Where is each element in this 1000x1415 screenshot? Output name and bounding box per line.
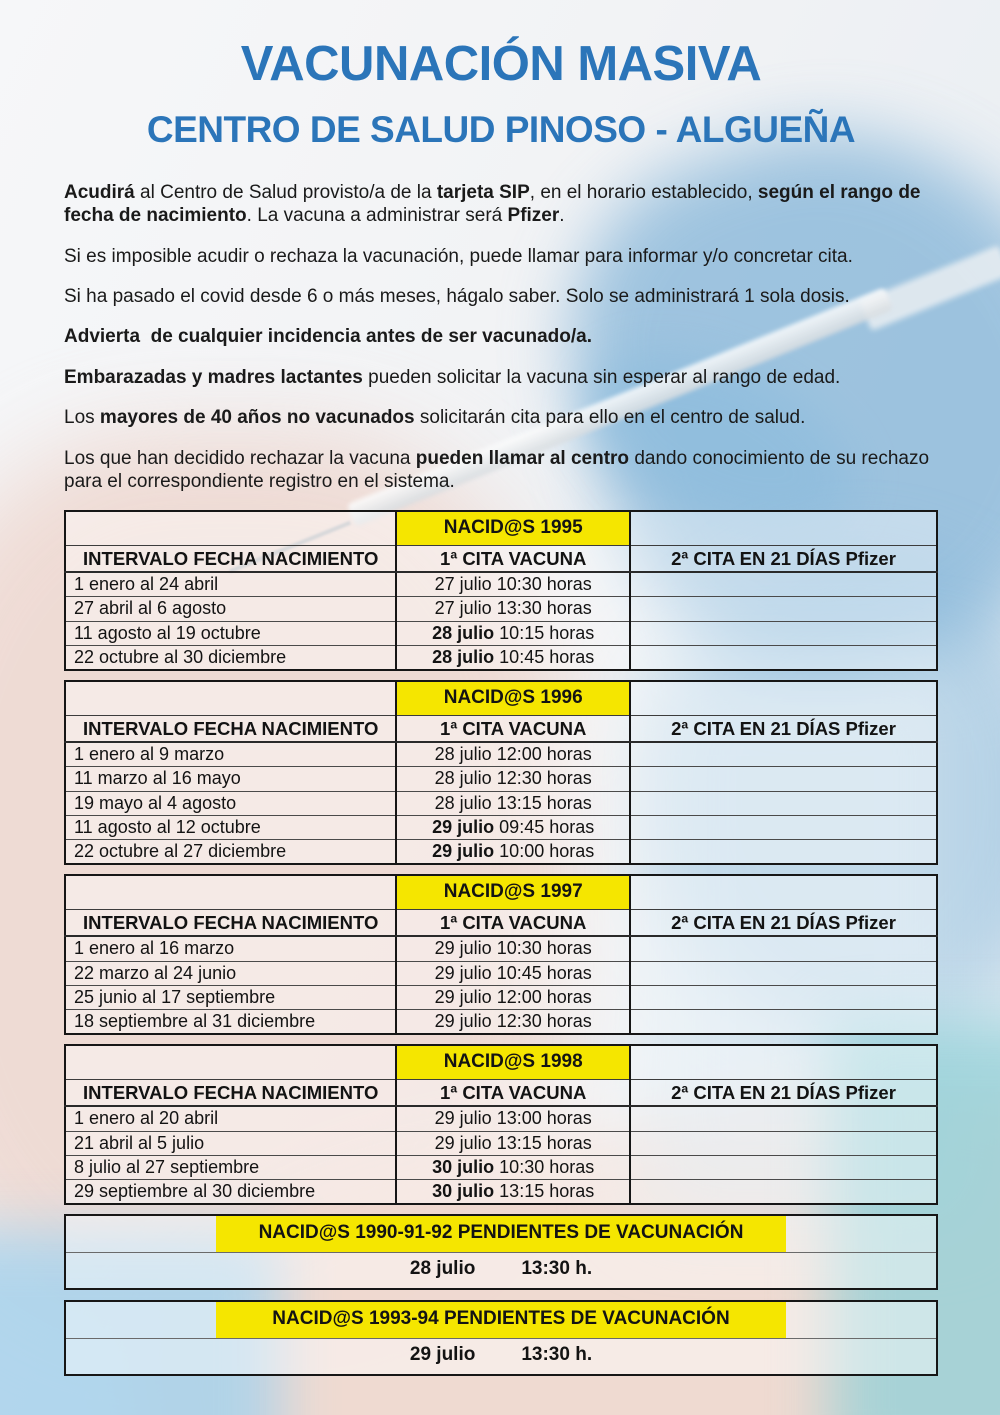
column-header: INTERVALO FECHA NACIMIENTO xyxy=(65,715,396,742)
cita-fecha: 29 julio xyxy=(434,986,492,1007)
cita-fecha: 27 julio xyxy=(434,574,492,595)
pending-box-title: NACID@S 1990-91-92 PENDIENTES DE VACUNACIÓN xyxy=(216,1216,786,1252)
pending-box xyxy=(64,1300,938,1376)
table-row xyxy=(65,1106,937,1131)
pending-fecha: 29 julio xyxy=(409,1343,476,1365)
paragraph-bold-text: mayores de 40 años no vacunados xyxy=(99,407,415,429)
cita-fecha: 28 julio xyxy=(432,646,495,667)
interval-cell: 21 abril al 5 julio xyxy=(65,1131,396,1155)
table-row xyxy=(65,985,937,1009)
cita-cell: 28 julio 12:00 horas xyxy=(396,742,630,767)
intro-paragraph xyxy=(64,245,938,268)
paragraph-bold-text: Acudirá xyxy=(64,182,135,203)
interval-cell: 8 julio al 27 septiembre xyxy=(65,1155,396,1179)
paragraph-bold-text: Advierta de cualquier incidencia antes de ser vacunado/a. xyxy=(64,326,592,348)
segunda-cita-cell xyxy=(630,645,937,670)
table-header-row xyxy=(65,715,937,742)
paragraph-text: solicitarán cita para ello en el centro de salud. xyxy=(414,407,806,429)
pending-box-schedule xyxy=(66,1339,936,1374)
band-spacer-cell xyxy=(630,681,937,715)
cita-fecha: 28 julio xyxy=(434,768,492,789)
page-subtitle: CENTRO DE SALUD PINOSO - ALGUEÑA xyxy=(146,109,856,150)
cita-cell: 28 julio 10:45 horas xyxy=(396,645,630,670)
pending-fecha: 28 julio xyxy=(409,1258,476,1280)
segunda-cita-cell xyxy=(630,1010,937,1035)
pending-box xyxy=(64,1214,938,1290)
cita-cell: 29 julio 09:45 horas xyxy=(396,815,630,839)
interval-cell: 27 abril al 6 agosto xyxy=(65,597,396,621)
table-band-row xyxy=(65,681,937,715)
column-header: INTERVALO FECHA NACIMIENTO xyxy=(65,1079,396,1106)
table-row xyxy=(65,1131,937,1155)
segunda-cita-cell xyxy=(630,767,937,791)
intro-paragraphs xyxy=(64,181,938,493)
paragraph-text: dando conocimiento de su rechazo para el correspondiente registro en el sistema. xyxy=(64,447,935,492)
paragraph-bold-text: tarjeta SIP xyxy=(436,182,530,203)
cita-cell: 29 julio 12:30 horas xyxy=(396,1010,630,1035)
interval-cell: 1 enero al 20 abril xyxy=(65,1106,396,1131)
column-header: 1ª CITA VACUNA xyxy=(396,545,630,572)
intro-paragraph xyxy=(64,406,938,429)
cita-cell: 29 julio 10:30 horas xyxy=(396,936,630,961)
interval-cell: 11 agosto al 12 octubre xyxy=(65,815,396,839)
interval-cell: 22 marzo al 24 junio xyxy=(65,961,396,985)
segunda-cita-cell xyxy=(630,572,937,597)
cita-cell: 29 julio 13:15 horas xyxy=(396,1131,630,1155)
vaccination-table xyxy=(64,510,938,671)
pending-box-band xyxy=(66,1302,936,1339)
column-header: 1ª CITA VACUNA xyxy=(396,715,630,742)
intro-paragraph xyxy=(64,285,938,308)
vaccination-tables xyxy=(64,510,938,1205)
cita-fecha: 28 julio xyxy=(434,744,492,765)
paragraph-text: . La vacuna a administrar será xyxy=(246,205,508,227)
table-band-label: NACID@S 1997 xyxy=(396,875,630,909)
band-spacer-cell xyxy=(65,681,396,715)
cita-cell: 30 julio 10:30 horas xyxy=(396,1155,630,1179)
segunda-cita-cell xyxy=(630,985,937,1009)
segunda-cita-cell xyxy=(630,815,937,839)
segunda-cita-cell xyxy=(630,1106,937,1131)
column-header: INTERVALO FECHA NACIMIENTO xyxy=(65,545,396,572)
interval-cell: 11 marzo al 16 mayo xyxy=(65,767,396,791)
table-band-label: NACID@S 1998 xyxy=(396,1045,630,1079)
intro-paragraph xyxy=(64,447,938,494)
table-band-label: NACID@S 1996 xyxy=(396,681,630,715)
cita-cell: 27 julio 10:30 horas xyxy=(396,572,630,597)
table-row xyxy=(65,1010,937,1035)
segunda-cita-cell xyxy=(630,791,937,815)
intro-paragraph xyxy=(64,325,938,348)
paragraph-bold-text: Embarazadas y madres lactantes xyxy=(64,366,363,388)
cita-cell: 30 julio 13:15 horas xyxy=(396,1179,630,1204)
cita-fecha: 28 julio xyxy=(432,622,495,643)
interval-cell: 1 enero al 16 marzo xyxy=(65,936,396,961)
table-row xyxy=(65,767,937,791)
table-row xyxy=(65,840,937,865)
pending-box-schedule xyxy=(66,1253,936,1288)
column-header: 2ª CITA EN 21 DÍAS Pfizer xyxy=(630,1079,937,1106)
column-header: 2ª CITA EN 21 DÍAS Pfizer xyxy=(630,715,937,742)
cita-cell: 29 julio 12:00 horas xyxy=(396,985,630,1009)
cita-fecha: 28 julio xyxy=(434,792,492,813)
band-spacer-cell xyxy=(65,1045,396,1079)
column-header: INTERVALO FECHA NACIMIENTO xyxy=(65,909,396,936)
interval-cell: 29 septiembre al 30 diciembre xyxy=(74,1180,316,1201)
cita-fecha: 29 julio xyxy=(434,1108,492,1129)
segunda-cita-cell xyxy=(630,1155,937,1179)
cita-cell: 28 julio 13:15 horas xyxy=(396,791,630,815)
paragraph-text: Los que han decidido rechazar la vacuna xyxy=(64,447,416,469)
cita-cell: 29 julio 10:45 horas xyxy=(396,961,630,985)
cita-cell: 29 julio 13:00 horas xyxy=(396,1106,630,1131)
cita-cell: 28 julio 12:30 horas xyxy=(396,767,630,791)
vaccination-table xyxy=(64,1044,938,1205)
paragraph-text: Si es imposible acudir o rechaza la vacunación, puede llamar para informar y/o concretar cita. xyxy=(64,245,853,267)
band-spacer-cell xyxy=(65,875,396,909)
table-row xyxy=(65,791,937,815)
intro-paragraph xyxy=(64,181,938,228)
paragraph-text: , en el horario establecido, xyxy=(529,182,758,203)
cita-fecha: 30 julio xyxy=(432,1156,495,1177)
cita-cell: 28 julio 10:15 horas xyxy=(396,621,630,645)
paragraph-bold-text: Pfizer xyxy=(507,205,560,227)
interval-cell: 25 junio al 17 septiembre xyxy=(65,985,396,1009)
pending-hora: 13:30 h. xyxy=(521,1343,593,1365)
table-header-row xyxy=(65,909,937,936)
cita-fecha: 29 julio xyxy=(434,1011,492,1032)
interval-cell: 19 mayo al 4 agosto xyxy=(65,791,396,815)
segunda-cita-cell xyxy=(630,1179,937,1204)
segunda-cita-cell xyxy=(630,597,937,621)
band-spacer-cell xyxy=(65,511,396,545)
table-row xyxy=(65,645,937,670)
table-row xyxy=(65,597,937,621)
cita-cell: 27 julio 13:30 horas xyxy=(396,597,630,621)
interval-cell: 22 octubre al 27 diciembre xyxy=(74,841,287,862)
paragraph-bold-text: según el rango de fecha de nacimiento xyxy=(64,182,926,227)
cita-fecha: 29 julio xyxy=(434,938,492,959)
interval-cell: 1 enero al 9 marzo xyxy=(65,742,396,767)
pending-boxes xyxy=(64,1214,938,1376)
paragraph-text: Los xyxy=(64,407,100,429)
paragraph-text: Si ha pasado el covid desde 6 o más meses, hágalo saber. Solo se administrará 1 sola dosis. xyxy=(64,286,850,308)
vaccination-table xyxy=(64,680,938,865)
paragraph-text: . xyxy=(559,205,565,227)
table-row xyxy=(65,1155,937,1179)
cita-cell: 29 julio 10:00 horas xyxy=(396,840,630,865)
cita-fecha: 29 julio xyxy=(434,962,492,983)
table-row xyxy=(65,1179,937,1204)
paragraph-text: pueden solicitar la vacuna sin esperar al rango de edad. xyxy=(362,366,841,388)
segunda-cita-cell xyxy=(630,621,937,645)
segunda-cita-cell xyxy=(630,840,937,865)
paragraph-text: al Centro de Salud provisto/a de la xyxy=(134,182,437,203)
pending-box-band xyxy=(66,1216,936,1253)
table-header-row xyxy=(65,545,937,572)
table-row xyxy=(65,621,937,645)
table-row xyxy=(65,961,937,985)
interval-cell: 11 agosto al 19 octubre xyxy=(65,621,396,645)
band-spacer-cell xyxy=(630,1045,937,1079)
column-header: 1ª CITA VACUNA xyxy=(396,1079,630,1106)
table-band-row xyxy=(65,511,937,545)
cita-fecha: 29 julio xyxy=(434,1132,492,1153)
interval-cell: 22 octubre al 30 diciembre xyxy=(74,646,287,667)
band-spacer-cell xyxy=(630,875,937,909)
segunda-cita-cell xyxy=(630,936,937,961)
vaccination-table xyxy=(64,874,938,1035)
column-header: 2ª CITA EN 21 DÍAS Pfizer xyxy=(630,909,937,936)
segunda-cita-cell xyxy=(630,961,937,985)
interval-cell: 1 enero al 24 abril xyxy=(65,572,396,597)
table-header-row xyxy=(65,1079,937,1106)
interval-cell: 18 septiembre al 31 diciembre xyxy=(74,1011,316,1032)
column-header: 1ª CITA VACUNA xyxy=(396,909,630,936)
table-row xyxy=(65,815,937,839)
pending-box-title: NACID@S 1993-94 PENDIENTES DE VACUNACIÓN xyxy=(216,1302,786,1338)
table-band-row xyxy=(65,875,937,909)
table-row xyxy=(65,572,937,597)
table-row xyxy=(65,936,937,961)
paragraph-bold-text: pueden llamar al centro xyxy=(415,447,630,469)
table-band-row xyxy=(65,1045,937,1079)
pending-hora: 13:30 h. xyxy=(521,1258,593,1280)
page-title: VACUNACIÓN MASIVA xyxy=(240,37,762,91)
cita-fecha: 30 julio xyxy=(432,1180,495,1201)
cita-fecha: 29 julio xyxy=(432,841,495,862)
band-spacer-cell xyxy=(630,511,937,545)
segunda-cita-cell xyxy=(630,742,937,767)
segunda-cita-cell xyxy=(630,1131,937,1155)
table-band-label: NACID@S 1995 xyxy=(396,511,630,545)
table-row xyxy=(65,742,937,767)
column-header: 2ª CITA EN 21 DÍAS Pfizer xyxy=(630,545,937,572)
intro-paragraph xyxy=(64,366,938,389)
cita-fecha: 27 julio xyxy=(434,598,492,619)
cita-fecha: 29 julio xyxy=(432,816,495,837)
